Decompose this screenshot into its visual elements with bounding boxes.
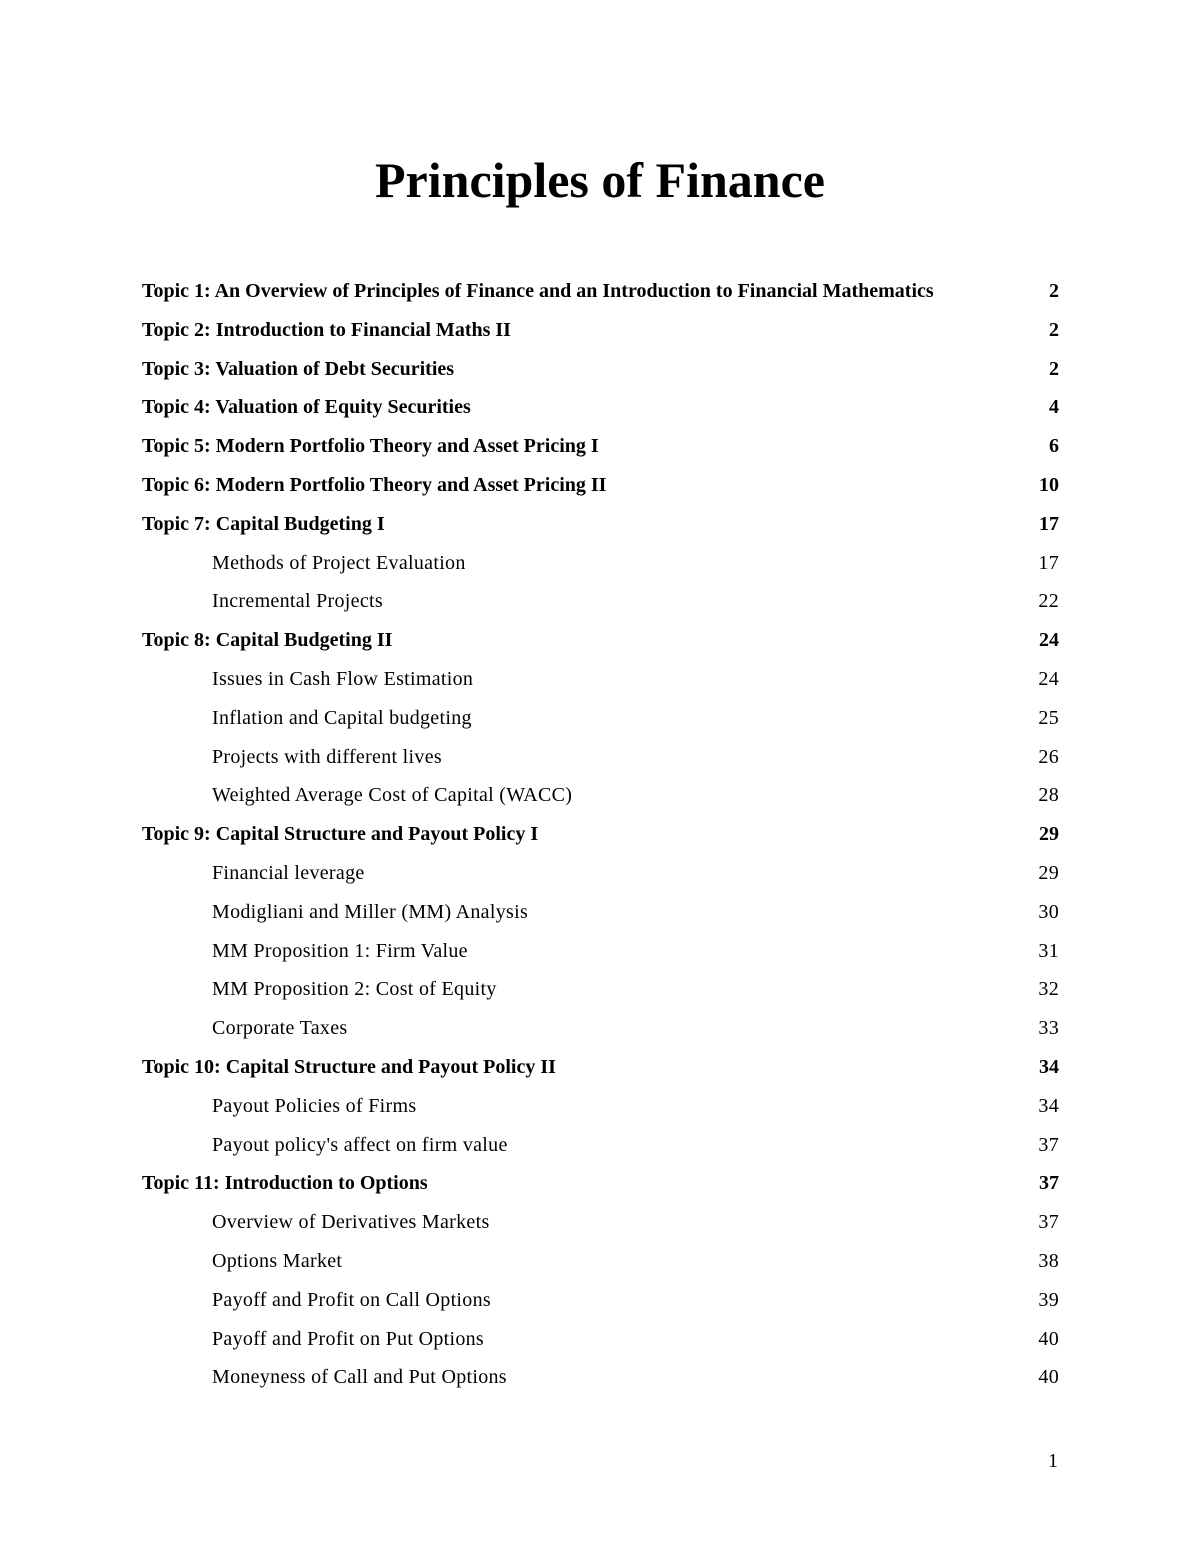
toc-entry-page: 39 bbox=[1038, 1288, 1059, 1311]
toc-entry-page: 34 bbox=[1039, 1055, 1059, 1078]
toc-entry-page: 17 bbox=[1038, 551, 1059, 574]
table-of-contents bbox=[142, 237, 1059, 1393]
toc-entry-label: Projects with different lives bbox=[212, 745, 442, 768]
toc-entry-page: 38 bbox=[1038, 1249, 1059, 1272]
toc-entry-label: Topic 10: Capital Structure and Payout Policy II bbox=[142, 1055, 556, 1078]
toc-entry-page: 2 bbox=[1049, 280, 1059, 302]
toc-topic-entry[interactable] bbox=[142, 811, 1059, 850]
toc-entry-page: 29 bbox=[1039, 823, 1059, 846]
toc-entry-label: Topic 11: Introduction to Options bbox=[142, 1172, 428, 1195]
toc-subtopic-entry[interactable] bbox=[142, 773, 1059, 812]
toc-entry-page: 25 bbox=[1038, 706, 1059, 729]
toc-subtopic-entry[interactable] bbox=[142, 579, 1059, 618]
toc-entry-label: Payoff and Profit on Put Options bbox=[212, 1327, 485, 1350]
toc-topic-entry[interactable] bbox=[142, 1044, 1059, 1083]
toc-topic-entry[interactable] bbox=[142, 501, 1059, 540]
toc-entry-page: 40 bbox=[1038, 1327, 1059, 1350]
toc-entry-label: Moneyness of Call and Put Options bbox=[212, 1366, 507, 1389]
toc-entry-label: Topic 5: Modern Portfolio Theory and Asset Pricing I bbox=[142, 435, 599, 458]
toc-entry-label: Inflation and Capital budgeting bbox=[212, 706, 472, 729]
toc-entry-page: 37 bbox=[1038, 1211, 1059, 1234]
toc-entry-page: 6 bbox=[1049, 435, 1059, 458]
toc-entry-label: Topic 6: Modern Portfolio Theory and Asset Pricing II bbox=[142, 473, 607, 496]
toc-entry-label: Weighted Average Cost of Capital (WACC) bbox=[212, 784, 573, 807]
toc-entry-page: 34 bbox=[1038, 1094, 1059, 1117]
toc-entry-page: 10 bbox=[1039, 473, 1059, 496]
toc-topic-entry[interactable] bbox=[142, 237, 1059, 307]
toc-entry-label: Topic 8: Capital Budgeting II bbox=[142, 629, 393, 652]
toc-entry-label: Issues in Cash Flow Estimation bbox=[212, 667, 474, 690]
toc-entry-label: Topic 2: Introduction to Financial Maths II bbox=[142, 318, 511, 341]
toc-subtopic-entry[interactable] bbox=[142, 734, 1059, 773]
toc-subtopic-entry[interactable] bbox=[142, 1122, 1059, 1161]
toc-entry-page: 33 bbox=[1038, 1017, 1059, 1040]
toc-entry-label: Topic 3: Valuation of Debt Securities bbox=[142, 357, 455, 380]
toc-subtopic-entry[interactable] bbox=[142, 1005, 1059, 1044]
toc-subtopic-entry[interactable] bbox=[142, 967, 1059, 1006]
toc-topic-entry[interactable] bbox=[142, 617, 1059, 656]
toc-entry-label: Payout Policies of Firms bbox=[212, 1094, 417, 1117]
toc-subtopic-entry[interactable] bbox=[142, 928, 1059, 967]
toc-topic-entry[interactable] bbox=[142, 307, 1059, 346]
toc-entry-label: Topic 7: Capital Budgeting I bbox=[142, 512, 385, 535]
toc-entry-page: 29 bbox=[1038, 861, 1059, 884]
toc-subtopic-entry[interactable] bbox=[142, 1316, 1059, 1355]
toc-entry-page: 30 bbox=[1038, 900, 1059, 923]
toc-entry-page: 24 bbox=[1038, 667, 1059, 690]
toc-subtopic-entry[interactable] bbox=[142, 695, 1059, 734]
toc-topic-entry[interactable] bbox=[142, 462, 1059, 501]
toc-entry-label: Topic 4: Valuation of Equity Securities bbox=[142, 396, 471, 419]
toc-subtopic-entry[interactable] bbox=[142, 1355, 1059, 1394]
toc-entry-page: 17 bbox=[1039, 512, 1059, 535]
toc-entry-page: 24 bbox=[1039, 629, 1059, 652]
toc-entry-page: 26 bbox=[1038, 745, 1059, 768]
toc-subtopic-entry[interactable] bbox=[142, 656, 1059, 695]
toc-entry-page: 32 bbox=[1038, 978, 1059, 1001]
toc-entry-label: Topic 9: Capital Structure and Payout Policy I bbox=[142, 823, 539, 846]
toc-entry-page: 2 bbox=[1049, 357, 1059, 380]
toc-entry-page: 37 bbox=[1038, 1133, 1059, 1156]
toc-entry-label: MM Proposition 2: Cost of Equity bbox=[212, 978, 497, 1001]
toc-entry-label: Incremental Projects bbox=[212, 590, 383, 613]
toc-entry-label: Options Market bbox=[212, 1249, 343, 1272]
toc-entry-page: 4 bbox=[1049, 396, 1059, 419]
toc-entry-label: Corporate Taxes bbox=[212, 1017, 348, 1040]
page-title: Principles of Finance bbox=[375, 152, 825, 208]
toc-subtopic-entry[interactable] bbox=[142, 1199, 1059, 1238]
toc-topic-entry[interactable] bbox=[142, 423, 1059, 462]
toc-entry-label: Payout policy's affect on firm value bbox=[212, 1133, 508, 1156]
toc-entry-label: Topic 1: An Overview of Principles of Finance and an Introduction to Financial Mathematics bbox=[142, 280, 934, 302]
toc-subtopic-entry[interactable] bbox=[142, 889, 1059, 928]
toc-entry-label: Financial leverage bbox=[212, 861, 365, 884]
toc-subtopic-entry[interactable] bbox=[142, 540, 1059, 579]
toc-subtopic-entry[interactable] bbox=[142, 850, 1059, 889]
toc-entry-page: 22 bbox=[1038, 590, 1059, 613]
toc-entry-page: 2 bbox=[1049, 318, 1059, 341]
toc-entry-page: 37 bbox=[1039, 1172, 1059, 1195]
toc-entry-page: 31 bbox=[1038, 939, 1059, 962]
toc-entry-label: MM Proposition 1: Firm Value bbox=[212, 939, 468, 962]
toc-entry-label: Methods of Project Evaluation bbox=[212, 551, 466, 574]
toc-subtopic-entry[interactable] bbox=[142, 1277, 1059, 1316]
toc-entry-page: 40 bbox=[1038, 1366, 1059, 1389]
toc-topic-entry[interactable] bbox=[142, 385, 1059, 424]
page-number: 1 bbox=[1048, 1450, 1058, 1472]
toc-subtopic-entry[interactable] bbox=[142, 1238, 1059, 1277]
toc-topic-entry[interactable] bbox=[142, 1161, 1059, 1200]
toc-entry-page: 28 bbox=[1038, 784, 1059, 807]
toc-entry-label: Payoff and Profit on Call Options bbox=[212, 1288, 491, 1311]
toc-entry-label: Overview of Derivatives Markets bbox=[212, 1211, 490, 1234]
toc-topic-entry[interactable] bbox=[142, 346, 1059, 385]
toc-subtopic-entry[interactable] bbox=[142, 1083, 1059, 1122]
toc-entry-label: Modigliani and Miller (MM) Analysis bbox=[212, 900, 529, 923]
